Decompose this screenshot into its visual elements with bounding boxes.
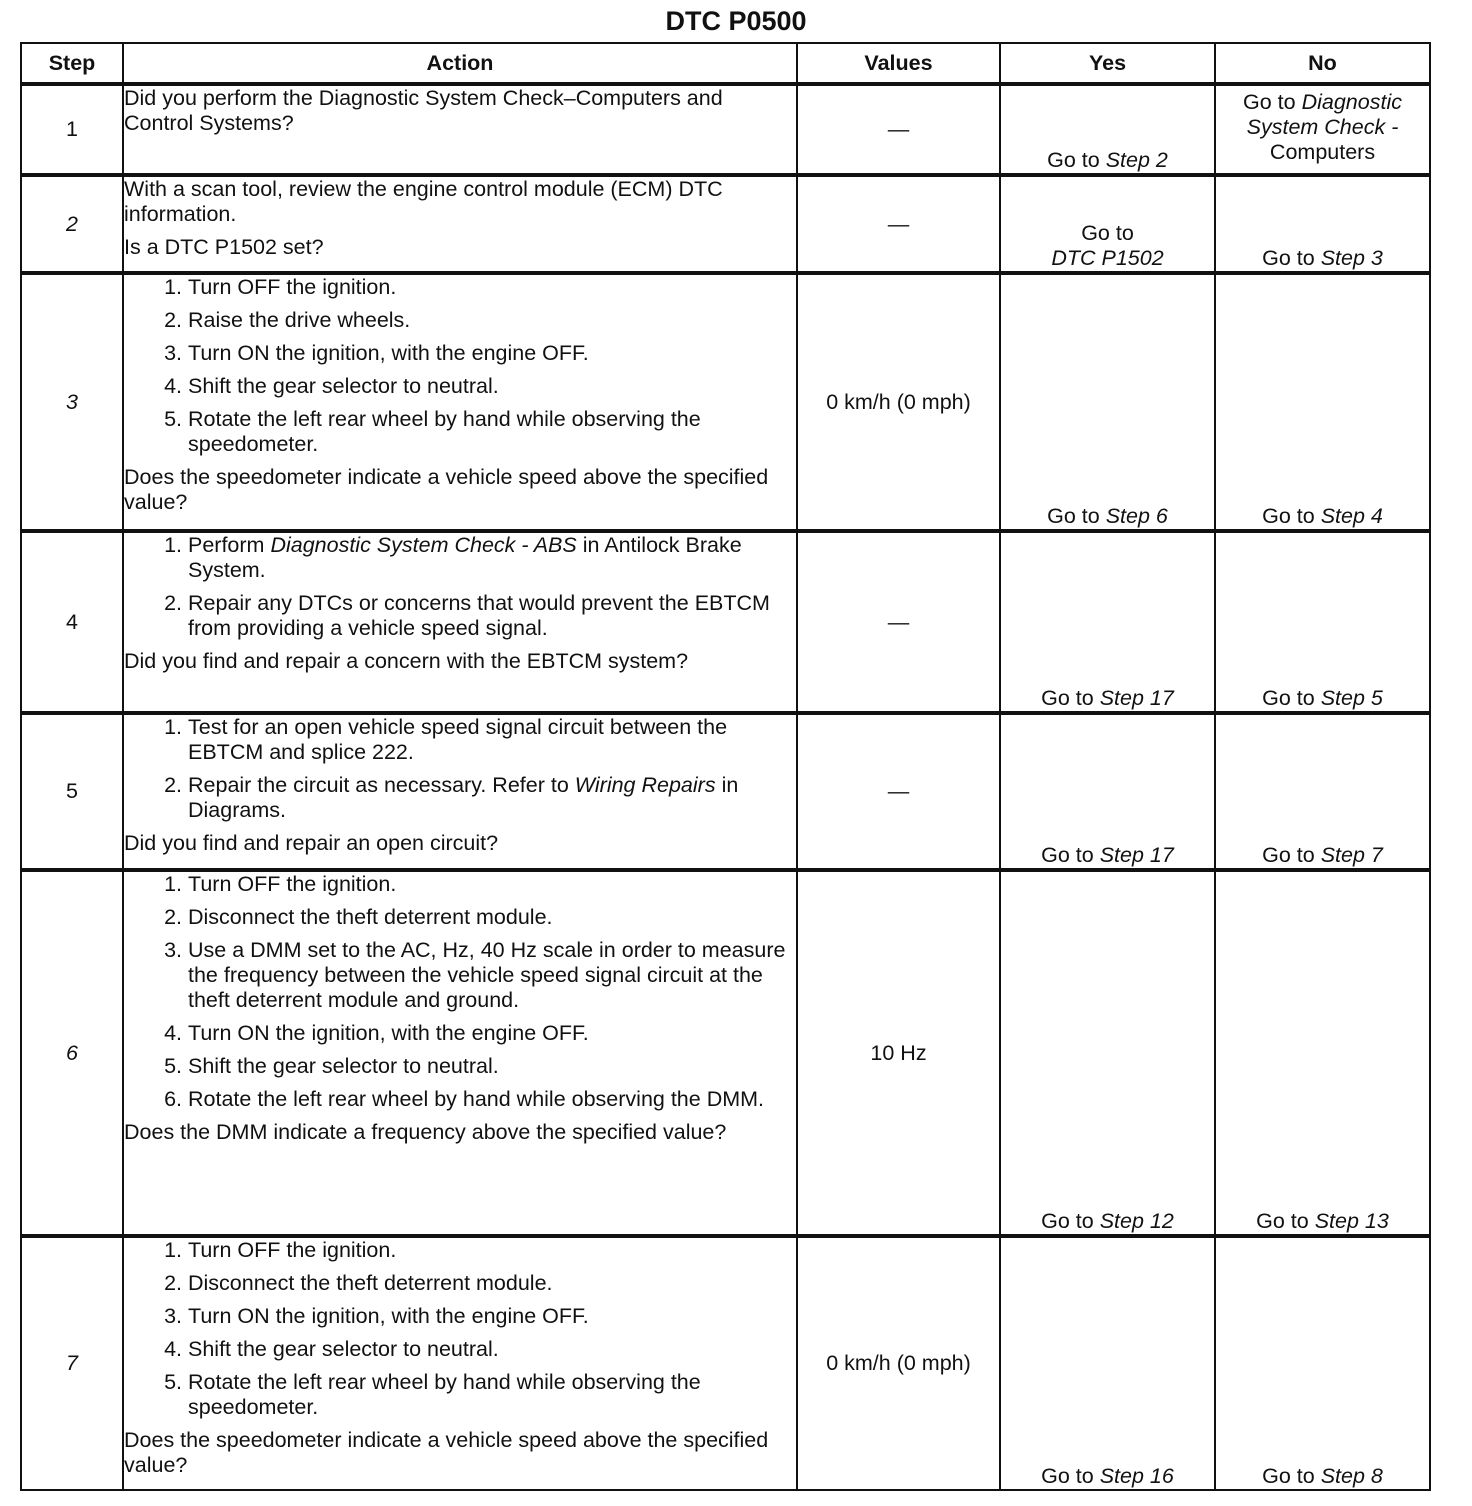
table-row <box>21 273 1430 531</box>
table-row <box>21 84 1430 175</box>
step-number: 3 <box>21 273 123 531</box>
header-action: Action <box>123 43 797 84</box>
values-cell: 0 km/h (0 mph) <box>797 1236 1000 1490</box>
yes-cell <box>1000 84 1215 175</box>
list-item: 1. Turn OFF the ignition. <box>164 275 397 299</box>
values-cell: — <box>797 84 1000 175</box>
header-yes: Yes <box>1000 43 1215 84</box>
yes-link-step-2[interactable]: Step 2 <box>1105 148 1168 172</box>
list-item: 2. Disconnect the theft deterrent module. <box>164 905 553 929</box>
list-item: 1. Perform Diagnostic System Check - ABS in Antilock Brake System. <box>164 533 742 582</box>
no-cell <box>1215 175 1430 273</box>
no-link-diagnostic-system-check[interactable]: Diagnostic <box>1301 90 1402 114</box>
yes-link-step-6[interactable]: Step 6 <box>1105 504 1168 528</box>
go-to-text: Go to <box>1256 1209 1309 1233</box>
step-number: 2 <box>21 175 123 273</box>
go-to-text: Go to <box>1041 1464 1094 1488</box>
step-number: 1 <box>21 84 123 175</box>
header-step: Step <box>21 43 123 84</box>
list-item: 4. Shift the gear selector to neutral. <box>164 1337 499 1361</box>
table-row <box>21 531 1430 713</box>
list-item: 3. Use a DMM set to the AC, Hz, 40 Hz scale in order to measure the frequency between the vehicle speed signal circuit at the theft deterrent module and ground. <box>164 938 786 1012</box>
values-cell: 10 Hz <box>797 870 1000 1236</box>
no-link-step-7[interactable]: Step 7 <box>1320 843 1383 867</box>
go-to-text: Go to <box>1262 843 1315 867</box>
go-to-text: Go to <box>1041 686 1094 710</box>
wiring-repairs-link[interactable]: Wiring Repairs <box>574 773 716 797</box>
action-list <box>124 1238 796 1420</box>
action-question: Did you find and repair a concern with the EBTCM system? <box>124 649 689 673</box>
list-item: 2. Raise the drive wheels. <box>164 308 411 332</box>
go-to-text: Go to <box>1262 246 1315 270</box>
action-question: Did you find and repair an open circuit? <box>124 831 499 855</box>
no-cell <box>1215 84 1430 175</box>
action-cell <box>123 870 797 1236</box>
action-list <box>124 872 796 1112</box>
go-to-text: Go to <box>1262 1464 1315 1488</box>
values-cell: — <box>797 175 1000 273</box>
action-question: Did you perform the Diagnostic System Check–Computers and Control Systems? <box>124 86 723 135</box>
action-cell <box>123 1236 797 1490</box>
list-item: 6. Rotate the left rear wheel by hand while observing the DMM. <box>164 1087 765 1111</box>
action-cell <box>123 273 797 531</box>
go-to-text: Go to <box>1262 686 1315 710</box>
values-cell: — <box>797 713 1000 870</box>
yes-cell <box>1000 1236 1215 1490</box>
table-row <box>21 175 1430 273</box>
no-link-diagnostic-system-check-cont[interactable]: System Check - <box>1246 115 1399 139</box>
no-link-step-13[interactable]: Step 13 <box>1314 1209 1389 1233</box>
header-values: Values <box>797 43 1000 84</box>
step-number: 4 <box>21 531 123 713</box>
diagnostic-table <box>20 42 1431 1491</box>
page-title: DTC P0500 <box>665 6 807 36</box>
action-cell <box>123 713 797 870</box>
action-list <box>124 715 796 823</box>
go-to-text: Go to <box>1041 843 1094 867</box>
action-question: Does the speedometer indicate a vehicle speed above the specified value? <box>124 1428 769 1477</box>
yes-cell <box>1000 273 1215 531</box>
step-number: 6 <box>21 870 123 1236</box>
list-item: 5. Rotate the left rear wheel by hand while observing the speedometer. <box>164 407 701 456</box>
yes-link-step-17[interactable]: Step 17 <box>1099 843 1174 867</box>
header-row <box>21 43 1430 84</box>
header-no: No <box>1215 43 1430 84</box>
go-to-text: Go to <box>1041 1209 1094 1233</box>
no-cell <box>1215 870 1430 1236</box>
table-row <box>21 713 1430 870</box>
values-cell: — <box>797 531 1000 713</box>
action-question: Does the DMM indicate a frequency above the specified value? <box>124 1120 727 1144</box>
no-cell <box>1215 273 1430 531</box>
list-item: 1. Turn OFF the ignition. <box>164 872 397 896</box>
yes-cell <box>1000 175 1215 273</box>
action-question: Is a DTC P1502 set? <box>124 235 324 259</box>
action-list <box>124 533 796 641</box>
go-to-text: Go to <box>1243 90 1296 114</box>
no-link-step-3[interactable]: Step 3 <box>1320 246 1383 270</box>
list-item: 2. Disconnect the theft deterrent module. <box>164 1271 553 1295</box>
values-cell: 0 km/h (0 mph) <box>797 273 1000 531</box>
no-link-step-4[interactable]: Step 4 <box>1320 504 1383 528</box>
list-item: 4. Shift the gear selector to neutral. <box>164 374 499 398</box>
go-to-text: Go to <box>1047 504 1100 528</box>
action-list <box>124 275 796 457</box>
action-text: With a scan tool, review the engine control module (ECM) DTC information. <box>124 177 723 226</box>
action-cell <box>123 175 797 273</box>
step-number: 5 <box>21 713 123 870</box>
list-item: 3. Turn ON the ignition, with the engine OFF. <box>164 1304 589 1328</box>
go-to-text: Go to <box>1081 221 1134 245</box>
step-number: 7 <box>21 1236 123 1490</box>
go-to-text: Go to <box>1262 504 1315 528</box>
list-item: 4. Turn ON the ignition, with the engine OFF. <box>164 1021 589 1045</box>
action-cell <box>123 84 797 175</box>
yes-link-step-12[interactable]: Step 12 <box>1099 1209 1174 1233</box>
no-cell <box>1215 1236 1430 1490</box>
list-item: 5. Shift the gear selector to neutral. <box>164 1054 499 1078</box>
list-item: 2. Repair any DTCs or concerns that would prevent the EBTCM from providing a vehicle speed signal. <box>164 591 770 640</box>
list-item: 3. Turn ON the ignition, with the engine OFF. <box>164 341 589 365</box>
no-cell <box>1215 713 1430 870</box>
yes-link-step-16[interactable]: Step 16 <box>1099 1464 1174 1488</box>
yes-cell <box>1000 870 1215 1236</box>
diagnostic-system-check-abs-link[interactable]: Diagnostic System Check - ABS <box>270 533 577 557</box>
list-item: 1. Test for an open vehicle speed signal circuit between the EBTCM and splice 222. <box>164 715 728 764</box>
no-link-step-8[interactable]: Step 8 <box>1320 1464 1383 1488</box>
action-cell <box>123 531 797 713</box>
table-row <box>21 1236 1430 1490</box>
yes-link-dtc-p1502[interactable]: DTC P1502 <box>1051 246 1164 270</box>
yes-cell <box>1000 713 1215 870</box>
list-item: 2. Repair the circuit as necessary. Refer to Wiring Repairs in Diagrams. <box>164 773 739 822</box>
go-to-text: Go to <box>1047 148 1100 172</box>
list-item: 1. Turn OFF the ignition. <box>164 1238 397 1262</box>
no-link-computers[interactable]: Computers <box>1269 140 1376 164</box>
list-item: 5. Rotate the left rear wheel by hand while observing the speedometer. <box>164 1370 701 1419</box>
no-cell <box>1215 531 1430 713</box>
yes-cell <box>1000 531 1215 713</box>
table-row <box>21 870 1430 1236</box>
yes-link-step-17[interactable]: Step 17 <box>1099 686 1174 710</box>
no-link-step-5[interactable]: Step 5 <box>1320 686 1383 710</box>
action-question: Does the speedometer indicate a vehicle speed above the specified value? <box>124 465 769 514</box>
